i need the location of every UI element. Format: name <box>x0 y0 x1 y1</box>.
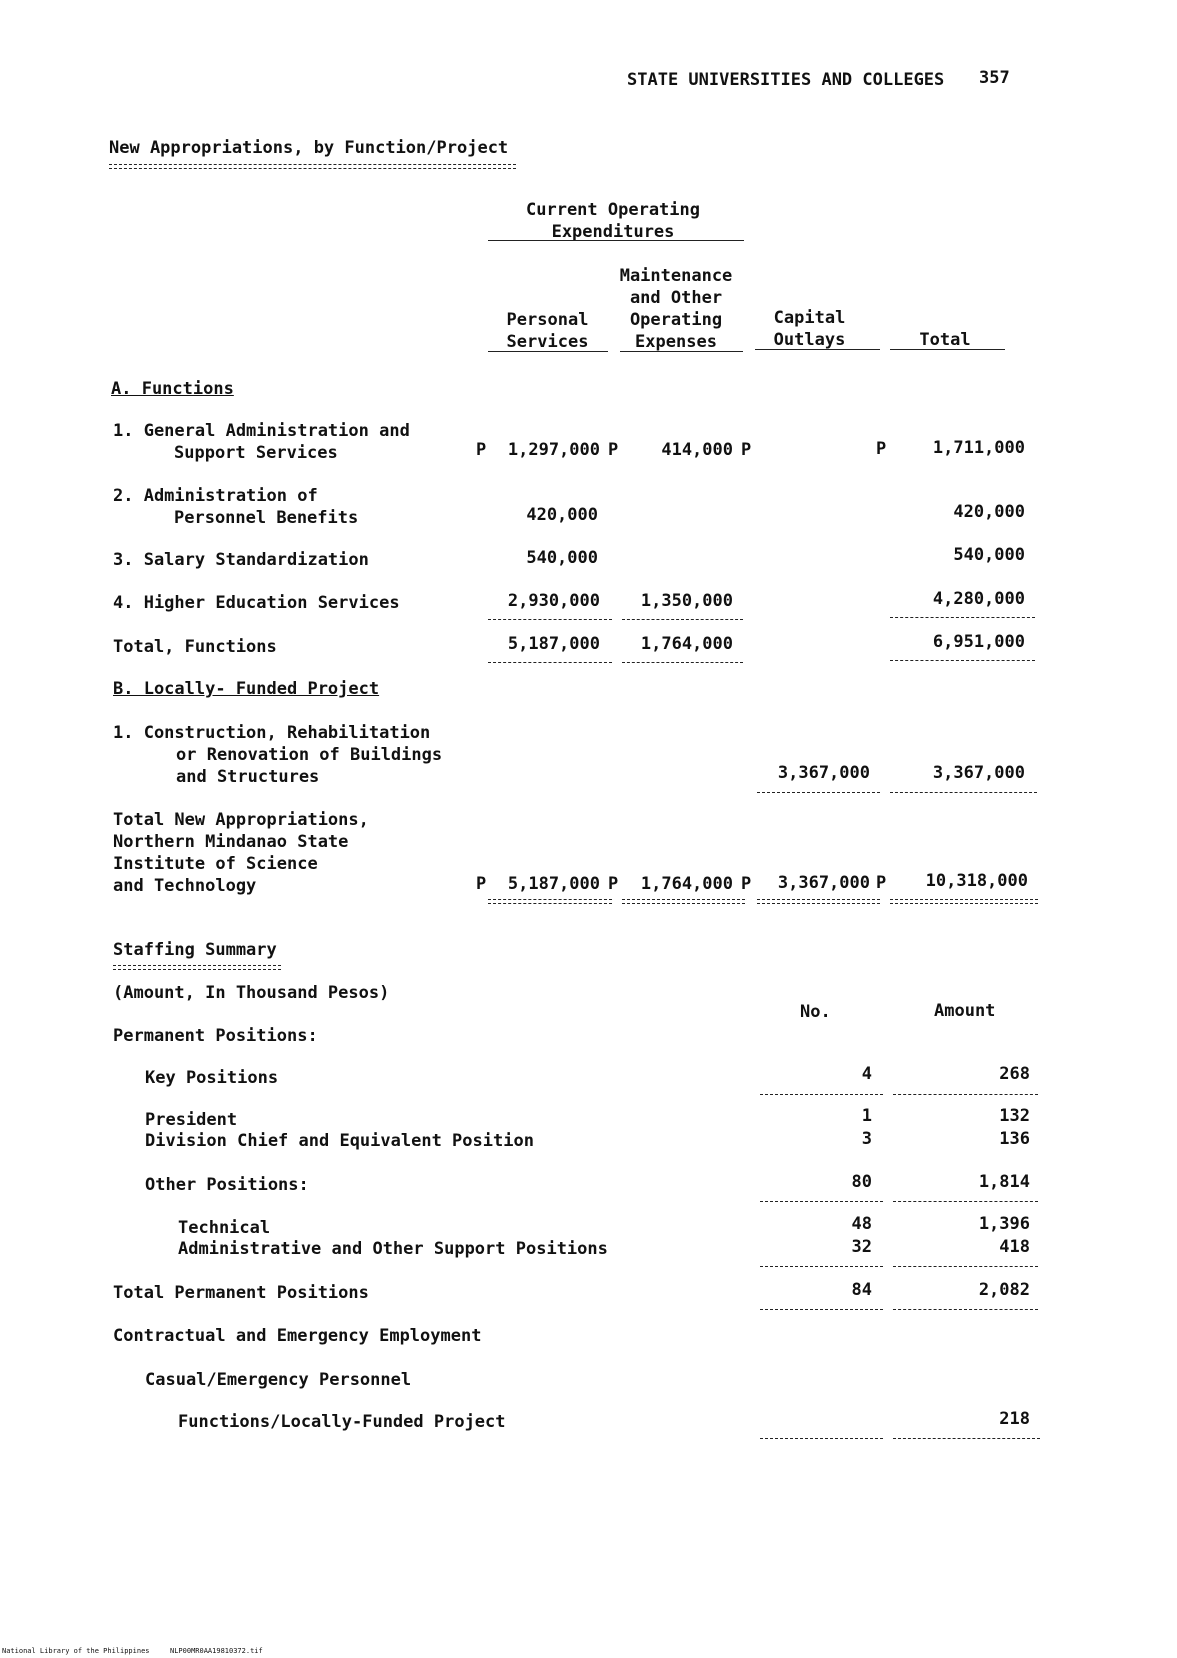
rowb1-total-rule <box>890 792 1037 793</box>
col-co-line1: Capital <box>773 308 846 328</box>
row2-ps: 420,000 <box>526 505 598 525</box>
col-group-line2: Expenditures <box>551 222 675 242</box>
rowb1-label-line1: 1. Construction, Rehabilitation <box>113 723 431 743</box>
row1-ps-peso-sign: P <box>608 440 619 460</box>
admin-support-label: Administrative and Other Support Positions <box>178 1239 608 1259</box>
col-co-line2: Outlays <box>773 330 846 350</box>
row4-mooe-rule <box>622 619 743 620</box>
rowb1-co-rule <box>757 792 880 793</box>
total-functions-ps-rule <box>488 662 612 663</box>
grand-total-ps-peso-sign: P <box>608 874 619 894</box>
row1-total-peso-sign: P <box>876 439 887 459</box>
row1-ps: 1,297,000 <box>507 440 600 460</box>
casual-heading: Casual/Emergency Personnel <box>145 1370 412 1390</box>
row4-ps: 2,930,000 <box>507 591 600 611</box>
row2-total: 420,000 <box>953 502 1025 522</box>
grand-total-label-line1: Total New Appropriations, <box>113 810 369 830</box>
technical-amount: 1,396 <box>978 1214 1030 1234</box>
row1-total: 1,711,000 <box>932 438 1025 458</box>
functions-project-label: Functions/Locally-Funded Project <box>178 1412 506 1432</box>
grand-total-co: 3,367,000 <box>777 873 870 893</box>
col-group-rule <box>488 240 744 241</box>
grand-total-peso-sign: P <box>476 874 487 894</box>
section-a-heading: A. Functions <box>111 379 234 399</box>
row1-label-line1: 1. General Administration and <box>113 421 410 441</box>
total-functions-ps: 5,187,000 <box>507 634 600 654</box>
total-functions-label: Total, Functions <box>113 637 277 657</box>
col-group-line1: Current Operating <box>526 200 700 220</box>
row4-ps-rule <box>488 619 612 620</box>
rowb1-label-line2: or Renovation of Buildings <box>176 745 443 765</box>
col-no: No. <box>800 1002 831 1022</box>
col-total-rule <box>890 349 1005 350</box>
total-functions-total: 6,951,000 <box>932 632 1025 652</box>
total-functions-total-rule <box>890 660 1035 661</box>
division-chief-amount: 136 <box>999 1129 1030 1149</box>
other-no-rule <box>760 1201 883 1202</box>
col-mooe-line1: Maintenance <box>619 266 733 286</box>
grand-total-total: 10,318,000 <box>925 871 1028 891</box>
grand-total-mooe: 1,764,000 <box>640 874 733 894</box>
section-b-heading: B. Locally- Funded Project <box>113 679 380 699</box>
row2-label-line2: Personnel Benefits <box>174 508 359 528</box>
admin-no-rule <box>760 1266 883 1267</box>
key-no-rule <box>760 1094 883 1095</box>
grand-total-label-line4: and Technology <box>113 876 257 896</box>
division-chief-label: Division Chief and Equivalent Position <box>145 1131 534 1151</box>
running-title: STATE UNIVERSITIES AND COLLEGES <box>627 70 945 90</box>
functions-no-rule <box>760 1438 883 1439</box>
title-double-rule <box>109 164 516 169</box>
grand-total-total-double-rule <box>890 899 1038 904</box>
footer-library: National Library of the Philippines <box>2 1647 150 1655</box>
row3-ps: 540,000 <box>526 548 598 568</box>
row1-label-line2: Support Services <box>174 443 338 463</box>
rowb1-label-line3: and Structures <box>176 767 320 787</box>
row4-label: 4. Higher Education Services <box>113 593 400 613</box>
other-positions-no: 80 <box>851 1172 872 1192</box>
col-mooe-line3: Operating <box>629 310 723 330</box>
grand-total-mooe-double-rule <box>622 899 745 904</box>
row1-peso-sign: P <box>476 440 487 460</box>
col-amount: Amount <box>934 1001 996 1021</box>
rowb1-total: 3,367,000 <box>932 763 1025 783</box>
admin-support-amount: 418 <box>999 1237 1030 1257</box>
division-chief-no: 3 <box>861 1129 872 1149</box>
row4-mooe: 1,350,000 <box>640 591 733 611</box>
col-ps-rule <box>488 351 608 352</box>
other-amount-rule <box>893 1201 1038 1202</box>
col-total: Total <box>919 330 971 350</box>
grand-total-co-peso-sign: P <box>876 873 887 893</box>
total-permanent-no-rule <box>760 1309 883 1310</box>
functions-project-amount: 218 <box>999 1409 1030 1429</box>
total-functions-mooe: 1,764,000 <box>640 634 733 654</box>
key-positions-label: Key Positions <box>145 1068 279 1088</box>
key-positions-no: 4 <box>861 1064 872 1084</box>
contractual-heading: Contractual and Emergency Employment <box>113 1326 482 1346</box>
grand-total-ps: 5,187,000 <box>507 874 600 894</box>
other-positions-amount: 1,814 <box>978 1172 1030 1192</box>
col-mooe-line2: and Other <box>629 288 723 308</box>
president-label: President <box>145 1110 238 1130</box>
staffing-title: Staffing Summary <box>113 940 277 960</box>
functions-amount-rule <box>893 1438 1040 1439</box>
total-permanent-no: 84 <box>851 1280 872 1300</box>
other-positions-label: Other Positions: <box>145 1175 309 1195</box>
grand-total-co-double-rule <box>757 899 880 904</box>
grand-total-ps-double-rule <box>488 899 612 904</box>
grand-total-mooe-peso-sign: P <box>741 874 752 894</box>
footer-file: NLP00MR0AA19810372.tif <box>170 1647 263 1655</box>
col-ps-line2: Services <box>506 332 589 352</box>
col-mooe-rule <box>620 351 743 352</box>
row1-mooe-peso-sign: P <box>741 440 752 460</box>
admin-amount-rule <box>893 1266 1038 1267</box>
total-permanent-label: Total Permanent Positions <box>113 1283 369 1303</box>
key-amount-rule <box>893 1094 1038 1095</box>
staffing-subtitle: (Amount, In Thousand Pesos) <box>113 983 390 1003</box>
col-ps-line1: Personal <box>506 310 589 330</box>
president-no: 1 <box>861 1106 872 1126</box>
admin-support-no: 32 <box>851 1237 872 1257</box>
total-functions-mooe-rule <box>622 662 743 663</box>
grand-total-label-line3: Institute of Science <box>113 854 318 874</box>
key-positions-amount: 268 <box>999 1064 1030 1084</box>
total-permanent-amount-rule <box>893 1309 1038 1310</box>
rowb1-co: 3,367,000 <box>777 763 870 783</box>
row1-mooe: 414,000 <box>661 440 733 460</box>
permanent-positions-heading: Permanent Positions: <box>113 1026 318 1046</box>
row4-total: 4,280,000 <box>932 589 1025 609</box>
technical-label: Technical <box>178 1218 271 1238</box>
president-amount: 132 <box>999 1106 1030 1126</box>
row3-total: 540,000 <box>953 545 1025 565</box>
row3-label: 3. Salary Standardization <box>113 550 369 570</box>
staffing-title-double-rule <box>113 965 281 970</box>
row4-total-rule <box>890 617 1035 618</box>
total-permanent-amount: 2,082 <box>978 1280 1030 1300</box>
technical-no: 48 <box>851 1214 872 1234</box>
col-co-rule <box>755 349 880 350</box>
row2-label-line1: 2. Administration of <box>113 486 318 506</box>
appropriations-title: New Appropriations, by Function/Project <box>109 138 509 158</box>
col-mooe-line4: Expenses <box>635 332 717 352</box>
page-number: 357 <box>979 68 1010 88</box>
grand-total-label-line2: Northern Mindanao State <box>113 832 349 852</box>
